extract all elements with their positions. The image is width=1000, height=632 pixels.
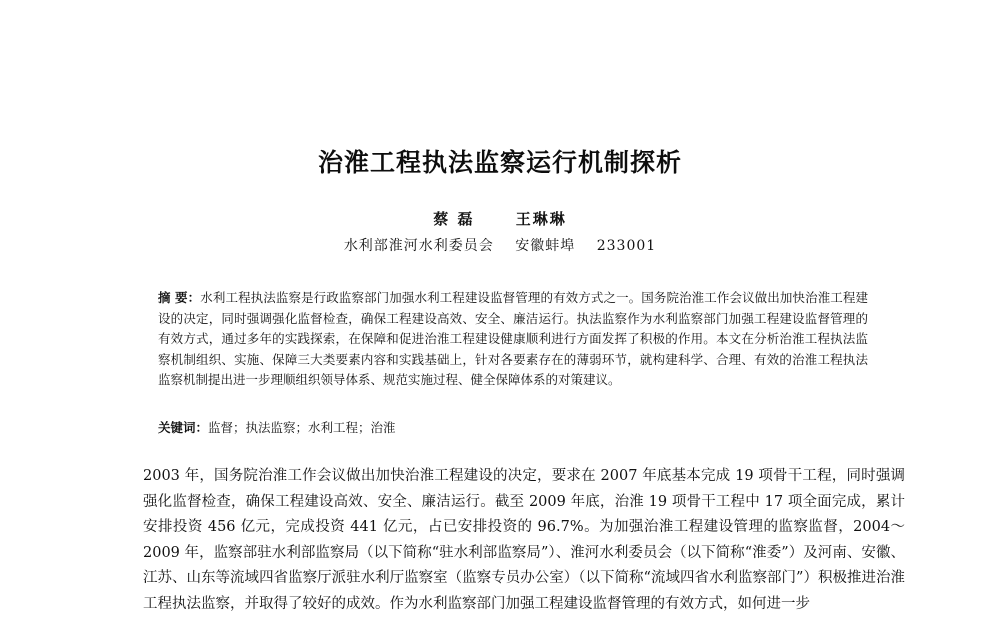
author-list xyxy=(0,208,1000,229)
body-paragraph: 2003 年，国务院治淮工作会议做出加快治淮工程建设的决定，要求在 2007 年底基本完成 19 项骨干工程，同时强调强化监督检查，确保工程建设高效、安全、廉洁运行。截至 2009 年底，治淮 19 项骨干工程中 17 项全面完成，累计安排投资 456 亿元，完成投资 441 亿元，占已安排投资的 96.7%。为加强治淮工程建设管理的监察监督，2004～2009 年，监察部驻水利部监察局（以下简称“驻水利部监察局”）、淮河水利委员会（以下简称“淮委”）及河南、安徽、江苏、山东等流域四省监察厅派驻水利厅监察室（监察专员办公室）（以下简称“流域四省水利监察部门”）积极推进治淮工程执法监察，并取得了较好的成效。作为水利监察部门加强工程建设监督管理的有效方式，如何进一步 xyxy=(143,468,905,612)
affiliation xyxy=(0,235,1000,255)
abstract-label: 摘 要： xyxy=(158,290,201,305)
body-text xyxy=(143,464,905,617)
affiliation-postcode: 233001 xyxy=(596,238,657,254)
keywords-text: 监督；执法监察；水利工程；治淮 xyxy=(208,420,396,435)
abstract xyxy=(158,288,868,391)
affiliation-place: 安徽蚌埠 xyxy=(515,238,576,254)
abstract-text: 水利工程执法监察是行政监察部门加强水利工程建设监督管理的有效方式之一。国务院治淮工作会议做出加快治淮工程建设的决定，同时强调强化监督检查，确保工程建设高效、安全、廉洁运行。执法监察作为水利监察部门加强工程建设监督管理的有效方式，通过多年的实践探索，在保障和促进治淮工程建设健康顺利进行方面发挥了积极的作用。本文在分析治淮工程执法监察机制组织、实施、保障三大类要素内容和实践基础上，针对各要素存在的薄弱环节，就构建科学、合理、有效的治淮工程执法监察机制提出进一步理顺组织领导体系、规范实施过程、健全保障体系的对策建议。 xyxy=(158,290,868,387)
author-name: 王琳琳 xyxy=(515,210,567,228)
author-name: 蔡 磊 xyxy=(433,210,475,228)
keywords-label: 关键词： xyxy=(158,420,209,435)
affiliation-org: 水利部淮河水利委员会 xyxy=(343,238,494,254)
paper-title: 治淮工程执法监察运行机制探析 xyxy=(317,148,682,177)
keywords xyxy=(158,418,868,436)
